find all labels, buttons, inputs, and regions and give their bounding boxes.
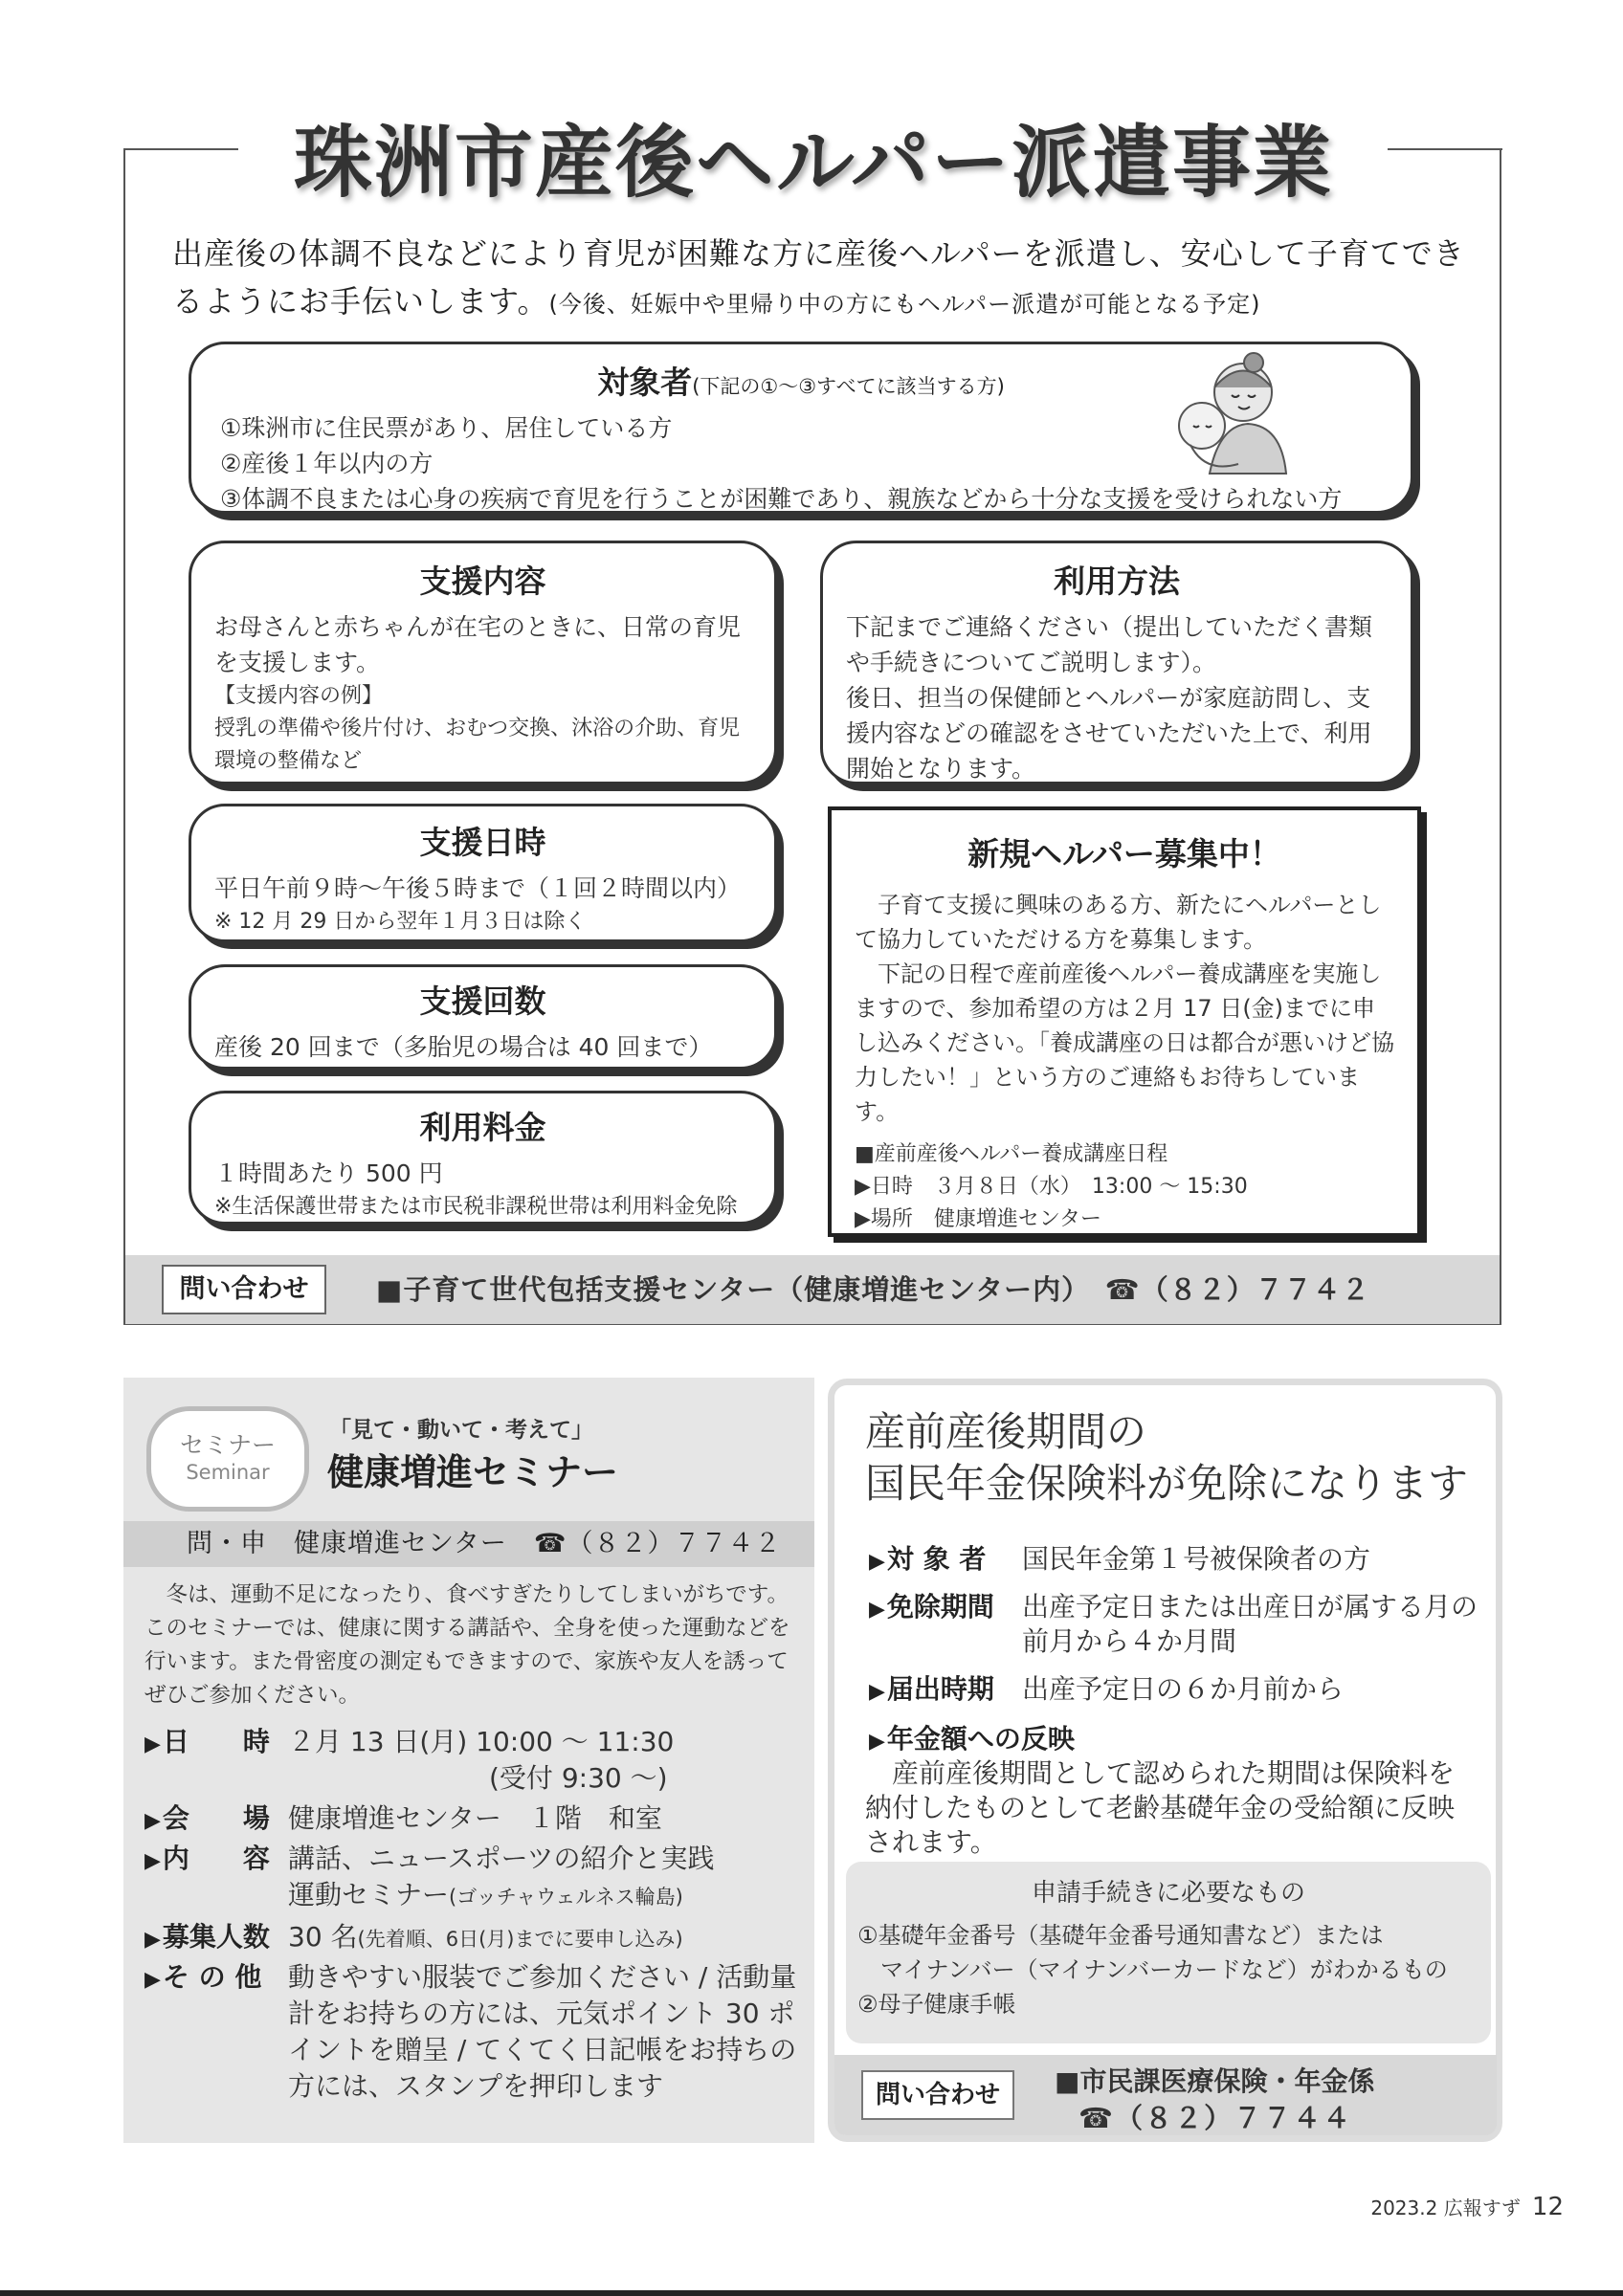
pension-period-label: ▶ 免除期間 <box>869 1590 994 1627</box>
bottom-rule <box>0 2290 1623 2296</box>
intro-text <box>172 230 1483 328</box>
pension-target-row <box>869 1542 1481 1577</box>
pension-filing-value: 出産予定日の６か月前から <box>1022 1673 1345 1705</box>
contact-text: ■子育て世代包括支援センター（健康増進センター内） ☎（８２）７７４２ <box>376 1273 1370 1306</box>
seminar-content-sub: 運動セミナー <box>288 1879 450 1910</box>
support-content-text: お母さんと赤ちゃんが在宅のときに、日常の育児を支援します。 <box>214 613 742 676</box>
seminar-inquiry: 問・申 健康増進センター ☎（８２）７７４２ <box>123 1521 814 1567</box>
seminar-capacity-row <box>145 1919 805 1957</box>
support-datetime-text: 平日午前９時～午後５時まで（１回２時間以内） <box>214 874 742 902</box>
support-content-example-text: 授乳の準備や後片付け、おむつ交換、沐浴の介助、育児環境の整備など <box>214 717 741 773</box>
seminar-capacity-value: 30 名 <box>288 1921 358 1953</box>
seminar-other-label: ▶ そ の 他 <box>145 1959 278 1998</box>
page-number: 12 <box>1531 2193 1564 2221</box>
recruit-paragraph-2: 下記の日程で産前産後ヘルパー養成講座を実施しますので、参加希望の方は２月 17 日(金)までに申し込みください。「養成講座の日は都合が悪いけど協力したい！」という方のご連絡もお待ちしています。 <box>855 960 1394 1125</box>
mother-baby-icon <box>1162 349 1296 483</box>
seminar-date-row <box>145 1724 805 1797</box>
pension-contact-label: 問い合わせ <box>861 2070 1014 2120</box>
seminar-venue-label: ▶ 会 場 <box>145 1800 278 1840</box>
page-title: 珠洲市産後ヘルパー派遣事業 <box>293 118 1334 209</box>
recruit-schedule-place: ▶場所 健康増進センター <box>855 1207 1102 1231</box>
seminar-subtitle: 「見て・動いて・考えて」 <box>329 1418 593 1443</box>
seminar-capacity-label: ▶ 募集人数 <box>145 1919 278 1958</box>
pension-target-value: 国民年金第１号被保険者の方 <box>1022 1543 1371 1575</box>
recruit-box <box>828 806 1421 1237</box>
pension-filing-label: ▶ 届出時期 <box>869 1672 994 1710</box>
seminar-badge-jp: セミナー <box>179 1431 276 1459</box>
seminar-title: 健康増進セミナー <box>327 1451 619 1493</box>
pension-panel <box>828 1379 1502 2142</box>
recruit-title: 新規ヘルパー募集中！ <box>967 835 1281 872</box>
usage-method-text-1: 下記までご連絡ください（提出していただく書類や手続きについてご説明します）。 <box>846 613 1373 676</box>
target-title: 対象者 <box>597 364 693 401</box>
pension-contact-tel: ☎（８２）７７４４ <box>1078 2102 1353 2134</box>
seminar-content-value: 講話、ニュースポーツの紹介と実践 <box>288 1843 715 1874</box>
pension-filing-row <box>869 1672 1481 1707</box>
pension-title-line-2: 国民年金保険料が免除になります <box>865 1460 1469 1507</box>
seminar-badge-en: Seminar <box>186 1461 270 1484</box>
support-content-example-label: 【支援内容の例】 <box>214 684 384 708</box>
seminar-content-sub-row <box>288 1877 805 1915</box>
support-content-title: 支援内容 <box>419 563 546 600</box>
required-docs-item-1b: マイナンバー（マイナンバーカードなど）がわかるもの <box>857 1956 1448 1983</box>
pension-reflect-text: 産前産後期間として認められた期間は保険料を納付したものとして老齢基礎年金の受給額に反映されます。 <box>865 1757 1456 1858</box>
target-item-1: ①珠洲市に住民票があり、居住している方 <box>220 414 673 442</box>
target-item-3: ③体調不良または心身の疾病で育児を行うことが困難であり、親族などから十分な支援を受けられない方 <box>220 485 1343 513</box>
seminar-capacity-note: (先着順、6日(月)までに要申し込み) <box>357 1928 683 1951</box>
required-docs-box <box>846 1862 1491 2043</box>
pension-reflect-label: ▶ 年金額への反映 <box>869 1722 1075 1759</box>
seminar-other-value: 動きやすい服装でご参加ください / 活動量計をお持ちの方には、元気ポイント 30 ポイントを贈呈 / てくてく日記帳をお持ちの方には、スタンプを押印します <box>288 1961 797 2102</box>
usage-method-title: 利用方法 <box>1054 563 1180 600</box>
pension-title-line-1: 産前産後期間の <box>865 1408 1147 1455</box>
target-note: (下記の①～③すべてに該当する方) <box>692 375 1005 398</box>
seminar-content-label: ▶ 内 容 <box>145 1841 278 1880</box>
pension-period-row <box>869 1590 1481 1659</box>
support-count-text: 産後 20 回まで（多胎児の場合は 40 回まで） <box>214 1033 713 1061</box>
seminar-date-value: ２月 13 日(月) 10:00 ～ 11:30 <box>288 1726 675 1757</box>
intro-note: (今後、妊娠中や里帰り中の方にもヘルパー派遣が可能となる予定) <box>548 291 1261 318</box>
support-content-box <box>189 541 777 784</box>
contact-label: 問い合わせ <box>162 1265 326 1314</box>
seminar-date-sub: (受付 9:30 ～) <box>489 1762 668 1794</box>
support-count-title: 支援回数 <box>419 982 546 1020</box>
seminar-other-row <box>145 1959 805 2105</box>
recruit-schedule-title: ■産前産後ヘルパー養成講座日程 <box>855 1142 1168 1166</box>
recruit-paragraph-1: 子育て支援に興味のある方、新たにヘルパーとして協力していただける方を募集します。 <box>855 892 1382 953</box>
recruit-schedule-date: ▶日時 ３月８日（水） 13:00 ～ 15:30 <box>855 1175 1248 1199</box>
seminar-venue-row <box>145 1800 805 1837</box>
required-docs-item-2: ②母子健康手帳 <box>857 1991 1016 2018</box>
target-item-2: ②産後１年以内の方 <box>220 450 434 477</box>
seminar-venue-value: 健康増進センター １階 和室 <box>288 1802 662 1834</box>
footer-issue: 2023.2 広報すず <box>1370 2197 1521 2219</box>
target-box <box>189 342 1413 514</box>
support-datetime-box <box>189 804 777 942</box>
usage-method-box <box>820 541 1413 784</box>
usage-fee-text: １時間あたり 500 円 <box>214 1159 443 1187</box>
seminar-content-sub-small: (ゴッチャウェルネス輪島) <box>449 1886 683 1909</box>
seminar-date-label: ▶ 日 時 <box>145 1724 278 1763</box>
usage-method-text-2: 後日、担当の保健師とヘルパーが家庭訪問し、支援内容などの確認をさせていただいた上で、利用開始となります。 <box>846 684 1372 783</box>
usage-fee-box <box>189 1091 777 1225</box>
pension-title <box>865 1406 1497 1510</box>
pension-contact-bar <box>834 2055 1497 2135</box>
pension-target-label: ▶ 対 象 者 <box>869 1542 986 1579</box>
required-docs-title: 申請手続きに必要なもの <box>1031 1879 1305 1908</box>
usage-fee-title: 利用料金 <box>419 1109 546 1146</box>
required-docs-item-1: ①基礎年金番号（基礎年金番号通知書など）または <box>857 1922 1384 1949</box>
seminar-intro: 冬は、運動不足になったり、食べすぎたりしてしまいがちです。このセミナーでは、健康に関する講話や、全身を使った運動などを行います。また骨密度の測定もできますので、家族や友人を誘ってぜひご参加ください。 <box>145 1582 790 1708</box>
contact-bar <box>125 1255 1500 1324</box>
pension-period-value: 出産予定日または出産日が属する月の前月から４か月間 <box>1022 1591 1478 1657</box>
pension-contact-dept: ■市民課医療保険・年金係 <box>1055 2065 1375 2097</box>
intro-main: 出産後の体調不良などにより育児が困難な方に産後ヘルパーを派遣し、安心して子育てできるようにお手伝いします。 <box>172 235 1465 320</box>
seminar-badge <box>146 1406 309 1512</box>
seminar-capacity-wrap <box>288 1919 805 1957</box>
page-footer <box>1370 2193 1564 2221</box>
support-datetime-note: ※ 12 月 29 日から翌年１月３日は除く <box>214 910 587 934</box>
seminar-content-row <box>145 1841 805 1915</box>
support-count-box <box>189 964 777 1070</box>
seminar-panel <box>123 1378 814 2143</box>
support-datetime-title: 支援日時 <box>419 824 546 861</box>
usage-fee-note: ※生活保護世帯または市民税非課税世帯は利用料金免除 <box>214 1195 738 1219</box>
